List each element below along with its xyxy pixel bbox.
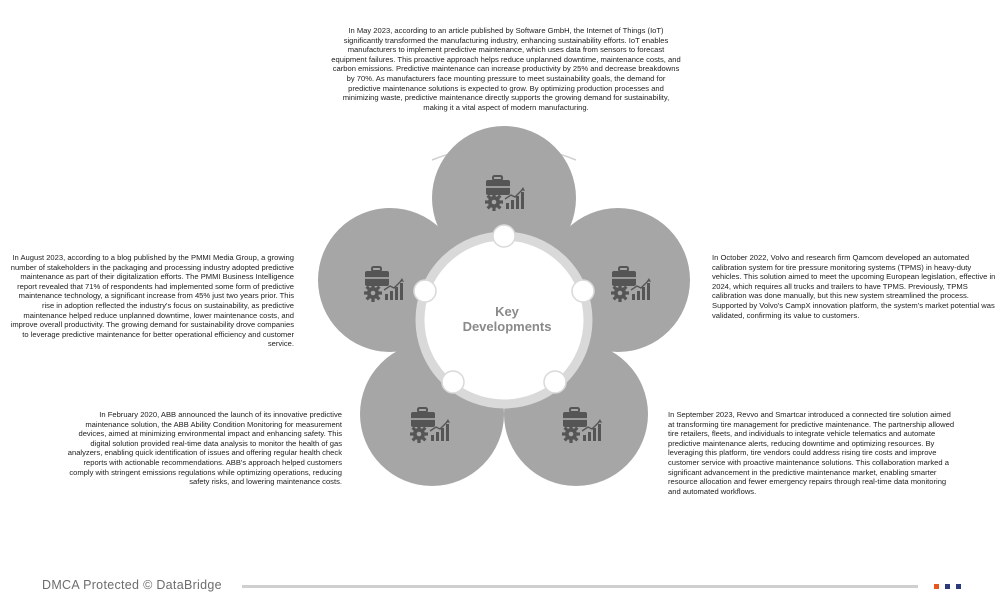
center-title-line2: Developments (462, 319, 552, 334)
ring-node-bottom-left (442, 371, 464, 393)
ring-node-left (414, 280, 436, 302)
development-text-left: In August 2023, according to a blog published by the PMMI Media Group, a growing number of stakeholders in the packaging and processing industry adopted predictive maintenance as part of their digitalization efforts. The PMMI Business Intelligence report revealed that 71% of respondents had implemented some form of predictive maintenance technology, a significant increase from 45% just two years prior. This rise in adoption reflected the industry's focus on sustainability, as predictive maintenance helped reduce unplanned downtime, lower maintenance costs, and improve overall productivity. The growing demand for sustainability drove companies to leverage predictive maintenance for better operational efficiency and customer service. (10, 253, 294, 349)
ring-node-top (493, 225, 515, 247)
footer-square-orange (934, 584, 939, 589)
footer-divider (242, 585, 918, 588)
ring-node-bottom-right (544, 371, 566, 393)
development-text-right: In October 2022, Volvo and research firm Qamcom developed an automated calibration system for tire pressure monitoring systems (TPMS) in heavy-duty vehicles. This solution aimed to meet the upcoming European legislation, effective in 2024, which requires all trucks and trailers to have TPMS. Previously, TPMS calibration was done manually, but this new system streamlined the process. Supported by Volvo's CampX innovation platform, the system's market potential was validated, confirming its value to customers. (712, 253, 996, 320)
footer-text: DMCA Protected © DataBridge (42, 578, 222, 592)
development-text-bottom-right: In September 2023, Revvo and Smartcar introduced a connected tire solution aimed at transforming tire management for predictive maintenance. The partnership allowed tire retailers, fleets, and individuals to integrate vehicle telematics and automate predictive maintenance alerts, reducing downtime and optimizing resources. By leveraging this platform, tire vendors could address rising tire costs and improve customer service with proactive maintenance solutions. This collaboration marked a significant advancement in the predictive maintenance market, enabling smarter resource allocation and fewer emergency repairs through real-time data monitoring and automated workflows. (668, 410, 955, 496)
ring-node-right (572, 280, 594, 302)
center-title-line1: Key (495, 304, 519, 319)
footer-square-navy-2 (956, 584, 961, 589)
footer-square-navy-1 (945, 584, 950, 589)
development-text-top: In May 2023, according to an article published by Software GmbH, the Internet of Things (IoT) significantly transformed the manufacturing industry, enhancing sustainability efforts. IoT enables manufacturers to implement predictive maintenance, which uses data from sensors to forecast equipment failures. This proactive approach helps reduce unplanned downtime, maintenance costs, and carbon emissions. Predictive maintenance can increase productivity by 25% and decrease breakdowns by 70%. As manufacturers face mounting pressure to meet sustainability goals, the demand for predictive maintenance solutions is expected to grow. By optimizing production processes and minimizing waste, predictive maintenance directly supports the growing demand for sustainability, making it a vital aspect of modern manufacturing. (331, 26, 681, 112)
development-text-bottom-left: In February 2020, ABB announced the launch of its innovative predictive maintenance solution, the ABB Ability Condition Monitoring for measurement devices, aimed at minimizing environmental impact and enhancing safety. This digital solution provided real-time data analysis to monitor the health of gas analyzers, enabling quick identification of issues and offering regular health check reports with actionable recommendations. ABB's approach helped customers comply with stringent emissions regulations while optimizing operations, reducing safety risks, and lowering maintenance costs. (67, 410, 342, 487)
